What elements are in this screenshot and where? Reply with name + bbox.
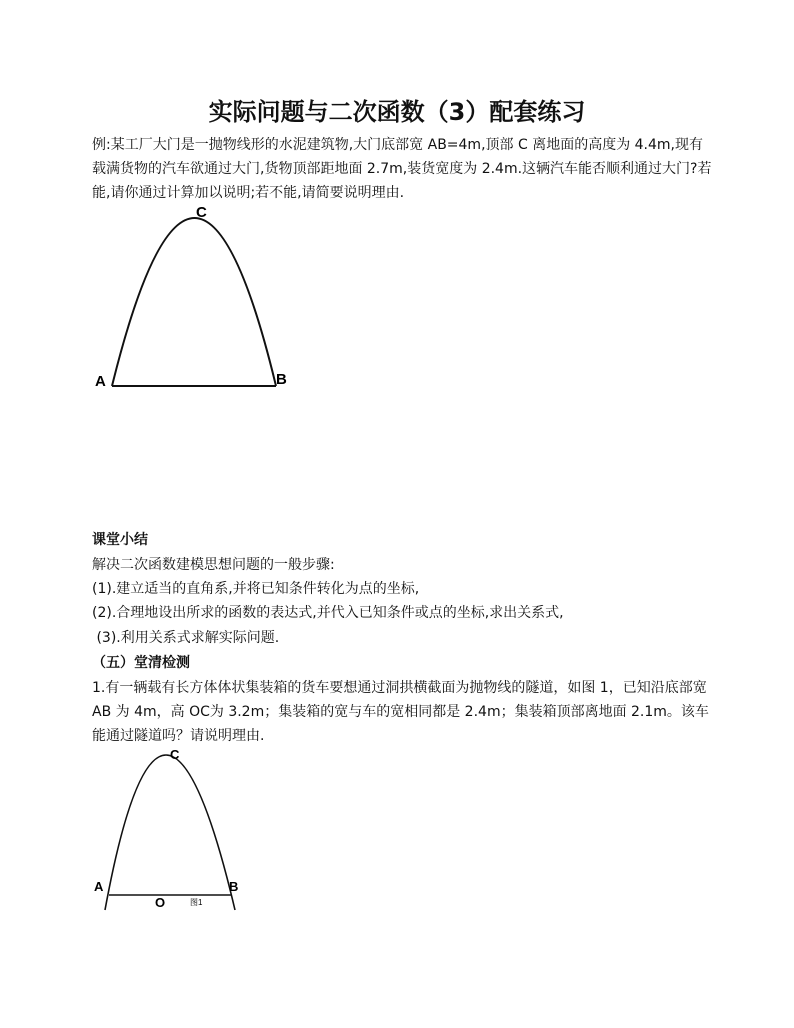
summary-step-1: (1).建立适当的直角系,并将已知条件转化为点的坐标, bbox=[92, 581, 420, 597]
tunnel-figure bbox=[90, 745, 250, 915]
arch-parabola-1 bbox=[112, 218, 276, 386]
section-heading: （五）堂清检测 bbox=[92, 655, 190, 671]
label-c: C bbox=[196, 204, 207, 221]
label-o: O bbox=[155, 895, 166, 910]
page-title: 实际问题与二次函数（3）配套练习 bbox=[208, 98, 586, 126]
figure-caption: 图1 bbox=[190, 898, 203, 907]
label-a: A bbox=[94, 879, 104, 894]
summary-step-2: (2).合理地设出所求的函数的表达式,并代入已知条件或点的坐标,求出关系式, bbox=[92, 605, 564, 621]
label-a: A bbox=[95, 373, 106, 390]
summary-heading: 课堂小结 bbox=[92, 532, 148, 548]
example-problem-text: 例:某工厂大门是一抛物线形的水泥建筑物,大门底部宽 AB=4m,顶部 C 离地面的高度为 4.4m,现有载满货物的汽车欲通过大门,货物顶部距地面 2.7m,装货宽度为 2.4m.这辆汽车能否顺利通过大门?若能,请你通过计算加以说明;若不能,请简要说明理由. bbox=[92, 137, 712, 201]
arch-figure-1 bbox=[90, 200, 300, 395]
label-b: B bbox=[276, 371, 287, 388]
label-b: B bbox=[229, 879, 239, 894]
summary-step-3: (3).利用关系式求解实际问题. bbox=[92, 630, 280, 646]
label-c: C bbox=[170, 747, 180, 762]
summary-intro: 解决二次函数建模思想问题的一般步骤: bbox=[92, 557, 335, 573]
question-1-text: 1.有一辆载有长方体体状集装箱的货车要想通过洞拱横截面为抛物线的隧道，如图 1，已知沿底部宽 AB 为 4m，高 OC为 3.2m；集装箱的宽与车的宽相同都是 2.4m；集装箱顶部离地面 2.1m。该车能通过隧道吗？请说明理由. bbox=[92, 680, 709, 744]
tunnel-parabola bbox=[105, 755, 235, 910]
